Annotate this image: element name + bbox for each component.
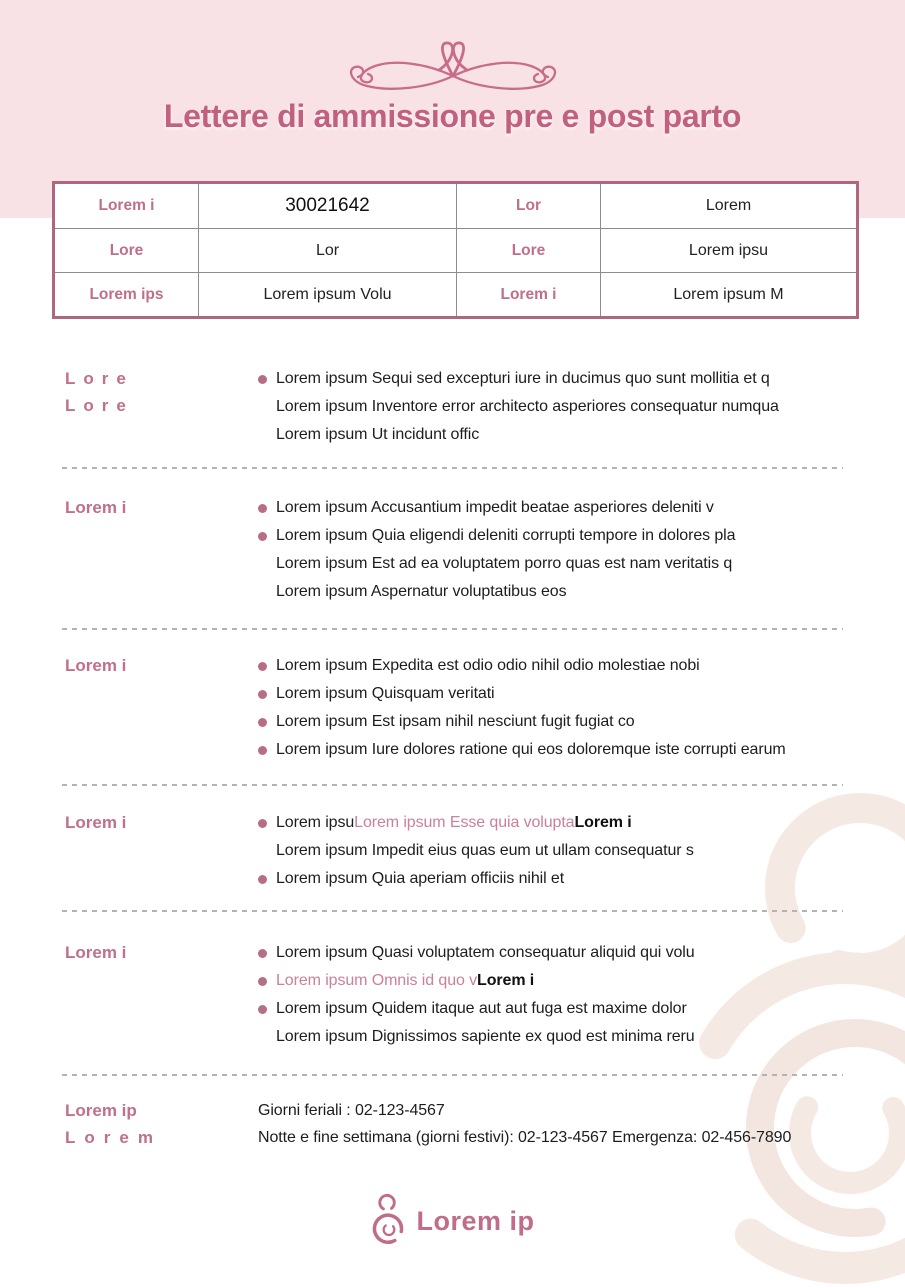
list-item: Lorem ipsum Quia aperiam officiis nihil et [258, 865, 845, 893]
list-item: Lorem ipsum Sequi sed excepturi iure in ducimus quo sunt mollitia et q [258, 365, 845, 393]
contact-label: Lorem ip Lorem [65, 1101, 162, 1147]
section-label: Lorem i [65, 943, 127, 962]
table-label-cell: Lorem ips [55, 272, 198, 316]
bullet-icon [258, 819, 267, 828]
brand-name: Lorem ip [416, 1205, 535, 1236]
bullet-icon [258, 662, 267, 671]
flourish-ornament-icon [343, 36, 563, 96]
list-item: Lorem ipsum Ut incidunt offic [276, 426, 480, 443]
section-2 [65, 494, 845, 606]
table-value-cell: Lorem ipsum M [600, 272, 856, 316]
list-item: Lorem ipsum Aspernatur voluptatibus eos [276, 583, 567, 600]
list-item: Lorem ipsum Quidem itaque aut aut fuga est maxime dolor [258, 995, 845, 1023]
table-value-cell: Lorem [600, 184, 856, 228]
list-item: Lorem ipsum Inventore error architecto asperiores consequatur numqua [276, 398, 779, 415]
table-label-cell: Lore [456, 228, 600, 272]
dashed-divider [62, 467, 843, 469]
contact-section [65, 1097, 845, 1151]
section-label: Lorem i [65, 813, 127, 832]
list-item: Lorem ipsuLorem ipsum Esse quia voluptaLorem i [258, 809, 845, 837]
section-label: Lorem i [65, 656, 127, 675]
info-table [52, 181, 859, 319]
list-item: Lorem ipsum Impedit eius quas eum ut ullam consequatur s [276, 842, 694, 859]
table-label-cell: Lor [456, 184, 600, 228]
bullet-icon [258, 949, 267, 958]
list-item: Lorem ipsum Est ad ea voluptatem porro quas est nam veritatis q [276, 555, 733, 572]
dashed-divider [62, 1074, 843, 1076]
list-item: Lorem ipsum Dignissimos sapiente ex quod est minima reru [276, 1028, 695, 1045]
table-label-cell: Lorem i [55, 184, 198, 228]
bullet-icon [258, 875, 267, 884]
section-5 [65, 939, 845, 1051]
table-value-cell: 30021642 [198, 184, 456, 228]
list-item: Lorem ipsum Quasi voluptatem consequatur aliquid qui volu [258, 939, 845, 967]
dashed-divider [62, 784, 843, 786]
table-label-cell: Lorem i [456, 272, 600, 316]
list-item: Lorem ipsum Est ipsam nihil nesciunt fugit fugiat co [258, 708, 845, 736]
bullet-icon [258, 718, 267, 727]
table-value-cell: Lorem ipsum Volu [198, 272, 456, 316]
section-label: Lore Lore [65, 369, 134, 415]
contact-line-emergency: Notte e fine settimana (giorni festivi): 02-123-4567 Emergenza: 02-456-7890 [258, 1129, 792, 1146]
list-item: Lorem ipsum Quia eligendi deleniti corrupti tempore in dolores pla [258, 522, 845, 550]
bullet-icon [258, 375, 267, 384]
bullet-icon [258, 690, 267, 699]
section-label: Lorem i [65, 498, 127, 517]
bullet-icon [258, 746, 267, 755]
bullet-icon [258, 532, 267, 541]
page-title: Lettere di ammissione pre e post parto [163, 98, 742, 134]
bullet-icon [258, 504, 267, 513]
section-1 [65, 365, 845, 449]
bullet-icon [258, 977, 267, 986]
bullet-icon [258, 1005, 267, 1014]
table-value-cell: Lorem ipsu [600, 228, 856, 272]
dashed-divider [62, 628, 843, 630]
section-3 [65, 652, 845, 764]
list-item: Lorem ipsum Accusantium impedit beatae asperiores deleniti v [258, 494, 845, 522]
section-4 [65, 809, 845, 893]
dashed-divider [62, 910, 843, 912]
list-item: Lorem ipsum Omnis id quo vLorem i [258, 967, 845, 995]
list-item: Lorem ipsum Iure dolores ratione qui eos doloremque iste corrupti earum [258, 736, 845, 764]
mother-baby-logo-icon [370, 1192, 406, 1250]
list-item: Lorem ipsum Quisquam veritati [258, 680, 845, 708]
list-item: Lorem ipsum Expedita est odio odio nihil odio molestiae nobi [258, 652, 845, 680]
contact-line-weekdays: Giorni feriali : 02-123-4567 [258, 1102, 445, 1119]
table-value-cell: Lor [198, 228, 456, 272]
table-label-cell: Lore [55, 228, 198, 272]
footer-brand [0, 1192, 905, 1250]
